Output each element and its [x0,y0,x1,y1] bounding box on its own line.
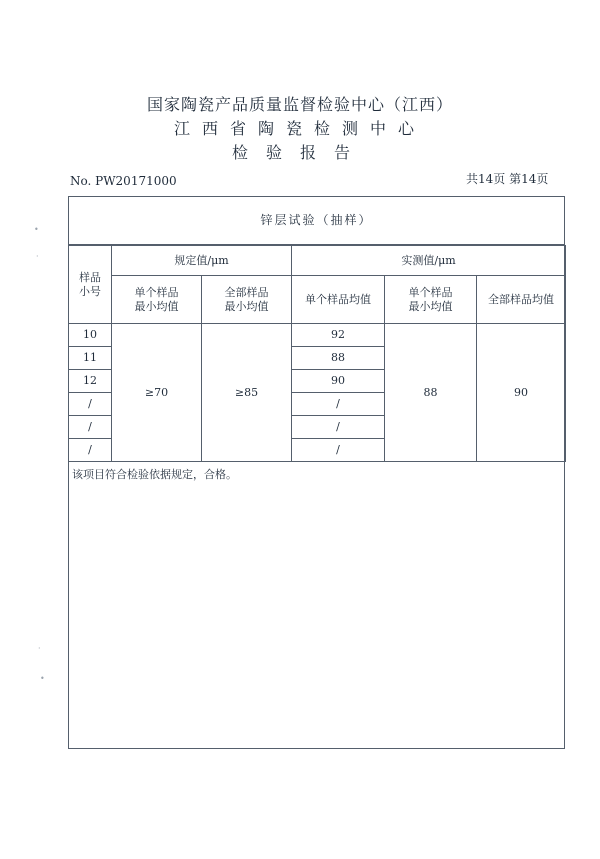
table-row [69,324,566,347]
cell-sample: / [69,439,112,462]
header-sample-no: 样品 小号 [69,246,112,324]
test-caption: 锌层试验（抽样） [68,196,565,245]
cell-single-avg: / [292,439,385,462]
org-line: 国家陶瓷产品质量监督检验中心（江西） [146,95,453,114]
header-meas-single-avg: 单个样品均值 [292,276,385,324]
header-spec-single-min: 单个样品 最小均值 [112,276,202,324]
scan-speck: · [36,252,39,261]
cell-single-avg: / [292,416,385,439]
center-line: 江西省陶瓷检测中心 [173,119,426,138]
header-meas-single-min: 单个样品 最小均值 [385,276,477,324]
page-info: 共14页 第14页 [466,172,549,186]
scan-speck: • [34,225,39,234]
cell-single-avg: / [292,393,385,416]
cell-meas-all-avg: 90 [477,324,566,462]
cell-sample: / [69,393,112,416]
cell-sample: 10 [69,324,112,347]
remark-text: 该项目符合检验依据规定，合格。 [72,468,237,481]
cell-single-avg: 90 [292,370,385,393]
cell-spec-single-min: ≥70 [112,324,202,462]
scan-speck: • [40,674,45,683]
cell-sample: / [69,416,112,439]
header-meas-all-avg: 全部样品均值 [477,276,566,324]
report-number: No. PW20171000 [70,174,177,188]
report-title: 检验报告 [231,143,368,162]
header-measured-group: 实测值/μm [292,246,566,276]
cell-meas-single-min: 88 [385,324,477,462]
header-spec-group: 规定值/μm [112,246,292,276]
cell-single-avg: 92 [292,324,385,347]
header-spec-all-min: 全部样品 最小均值 [202,276,292,324]
scan-speck: · [38,644,41,653]
zinc-layer-table [68,245,566,462]
cell-spec-all-min: ≥85 [202,324,292,462]
cell-single-avg: 88 [292,347,385,370]
cell-sample: 11 [69,347,112,370]
cell-sample: 12 [69,370,112,393]
